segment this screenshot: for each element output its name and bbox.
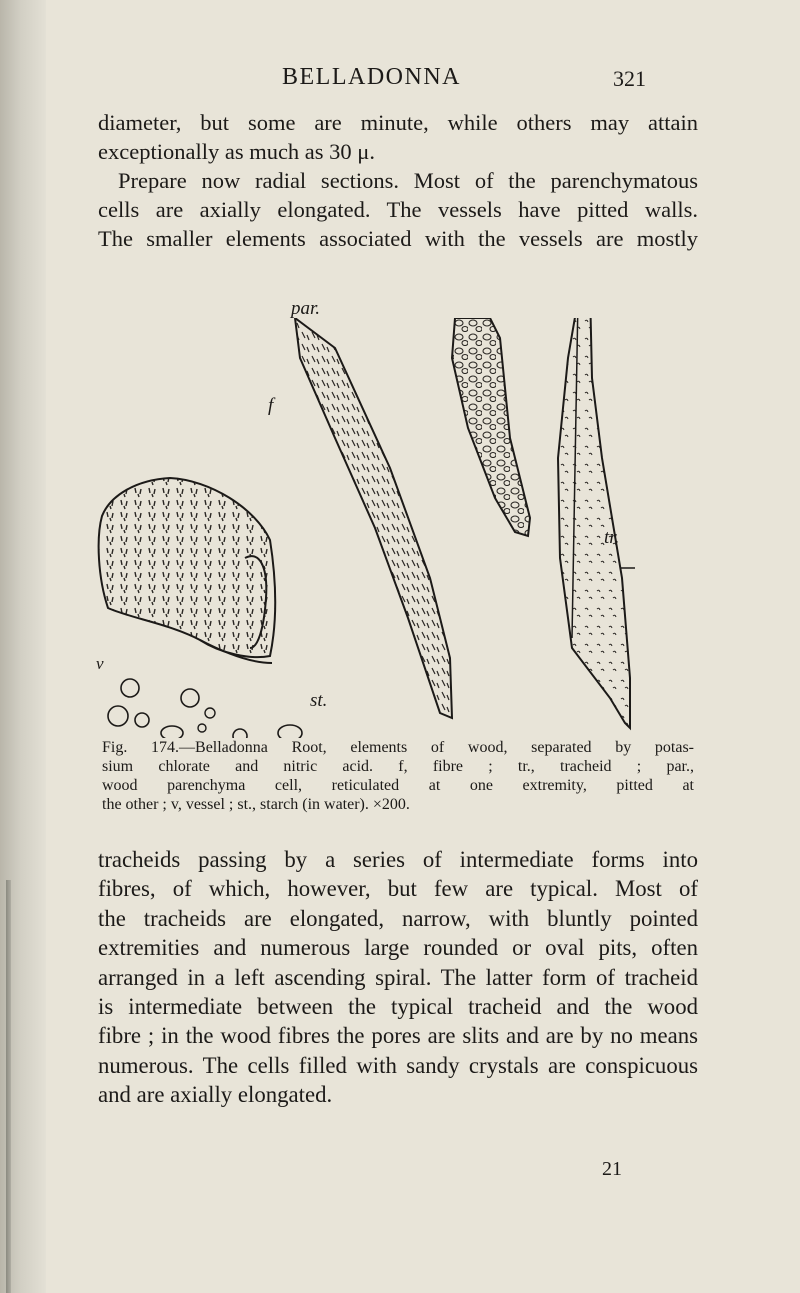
- label-v: v: [96, 654, 104, 673]
- figure-caption: [102, 738, 694, 814]
- text-line: is intermediate between the typical tracheid and the wood: [98, 994, 698, 1020]
- caption-line: sium chlorate and nitric acid. f, fibre ; tr., tracheid ; par.,: [102, 758, 694, 775]
- text-line: arranged in a left ascending spiral. The latter form of tracheid: [98, 964, 698, 990]
- caption-line: the other ; v, vessel ; st., starch (in water). ×200.: [102, 796, 410, 813]
- parenchyma-cell: [452, 318, 530, 536]
- binding-edge: [6, 880, 11, 1293]
- label-st: st.: [310, 690, 328, 711]
- tracheid-element: [558, 318, 635, 728]
- text-line: and are axially elongated.: [98, 1082, 333, 1108]
- signature-number: 21: [602, 1158, 622, 1180]
- starch-grains: [108, 679, 302, 738]
- label-f: f: [268, 395, 274, 416]
- text-line: tracheids passing by a series of intermediate forms into: [98, 847, 698, 872]
- label-par: par.: [291, 298, 321, 319]
- text-line: diameter, but some are minute, while others may attain: [98, 110, 698, 135]
- page-header: [0, 60, 800, 96]
- text-line: cells are axially elongated. The vessels have pitted walls.: [98, 197, 698, 222]
- text-line: fibre ; in the wood fibres the pores are slits and are by no means: [98, 1023, 698, 1049]
- vessel-element: [99, 478, 276, 663]
- text-line: exceptionally as much as 30 μ.: [98, 139, 375, 164]
- page-number: 321: [613, 66, 646, 91]
- running-title: BELLADONNA: [282, 64, 461, 90]
- caption-line: wood parenchyma cell, reticulated at one extremity, pitted at: [102, 777, 694, 794]
- figure-illustration: [90, 318, 690, 738]
- text-line: extremities and numerous large rounded or oval pits, often: [98, 935, 698, 961]
- text-line: fibres, of which, however, but few are typical. Most of: [98, 876, 698, 902]
- label-tr: tr.: [604, 527, 620, 548]
- paragraph-top: [98, 108, 698, 253]
- text-line: the tracheids are elongated, narrow, with bluntly pointed: [98, 905, 698, 931]
- text-line: numerous. The cells filled with sandy crystals are conspicuous: [98, 1052, 698, 1078]
- text-line: The smaller elements associated with the vessels are mostly: [98, 226, 698, 251]
- caption-line: Fig. 174.—Belladonna Root, elements of wood, separated by potas-: [102, 739, 694, 756]
- paragraph-bottom: [98, 845, 698, 1110]
- fibre-element: [295, 318, 452, 718]
- text-line: Prepare now radial sections. Most of the parenchymatous: [118, 168, 698, 193]
